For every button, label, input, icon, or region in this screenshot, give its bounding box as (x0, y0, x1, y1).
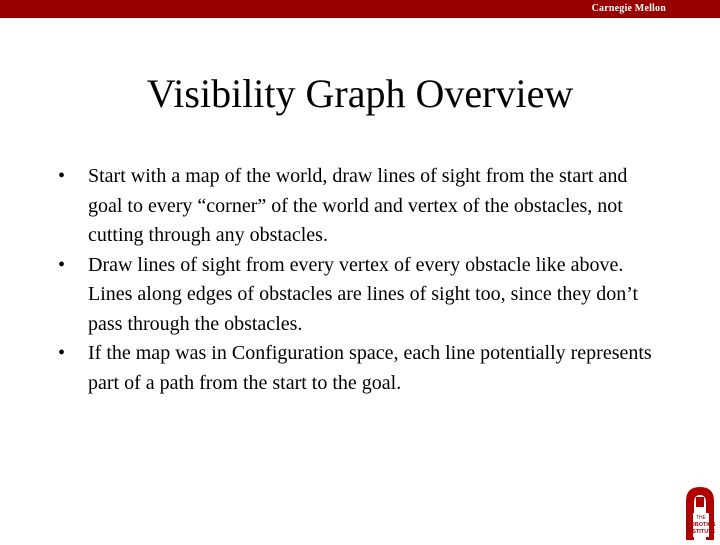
bullet-item (58, 251, 658, 340)
bullet-list (58, 162, 658, 398)
bullet-text: If the map was in Configuration space, each line potentially represents part of a path from the start to the goal. (88, 342, 652, 394)
svg-text:ROBOTICS: ROBOTICS (686, 522, 716, 528)
bullet-item (58, 339, 658, 398)
brand-name: Carnegie Mellon (591, 3, 666, 14)
bullet-marker: • (58, 165, 66, 187)
slide-title: Visibility Graph Overview (146, 71, 574, 116)
svg-text:INSTITUTE: INSTITUTE (686, 529, 716, 535)
bullet-marker: • (58, 253, 66, 276)
bullet-item (58, 162, 658, 251)
bullet-marker: • (58, 342, 66, 364)
svg-text:THE: THE (696, 515, 706, 521)
bullet-text: Draw lines of sight from every vertex of every obstacle like above. Lines along edges of obstacles are lines of sight too, since they don’t pass through the obstacles. (88, 253, 639, 335)
robotics-institute-logo-icon (680, 483, 720, 540)
header-bar (0, 0, 720, 18)
bullet-text: Start with a map of the world, draw lines of sight from the start and goal to every “corner” of the world and vertex of the obstacles, not cutting through any obstacles. (88, 165, 628, 246)
